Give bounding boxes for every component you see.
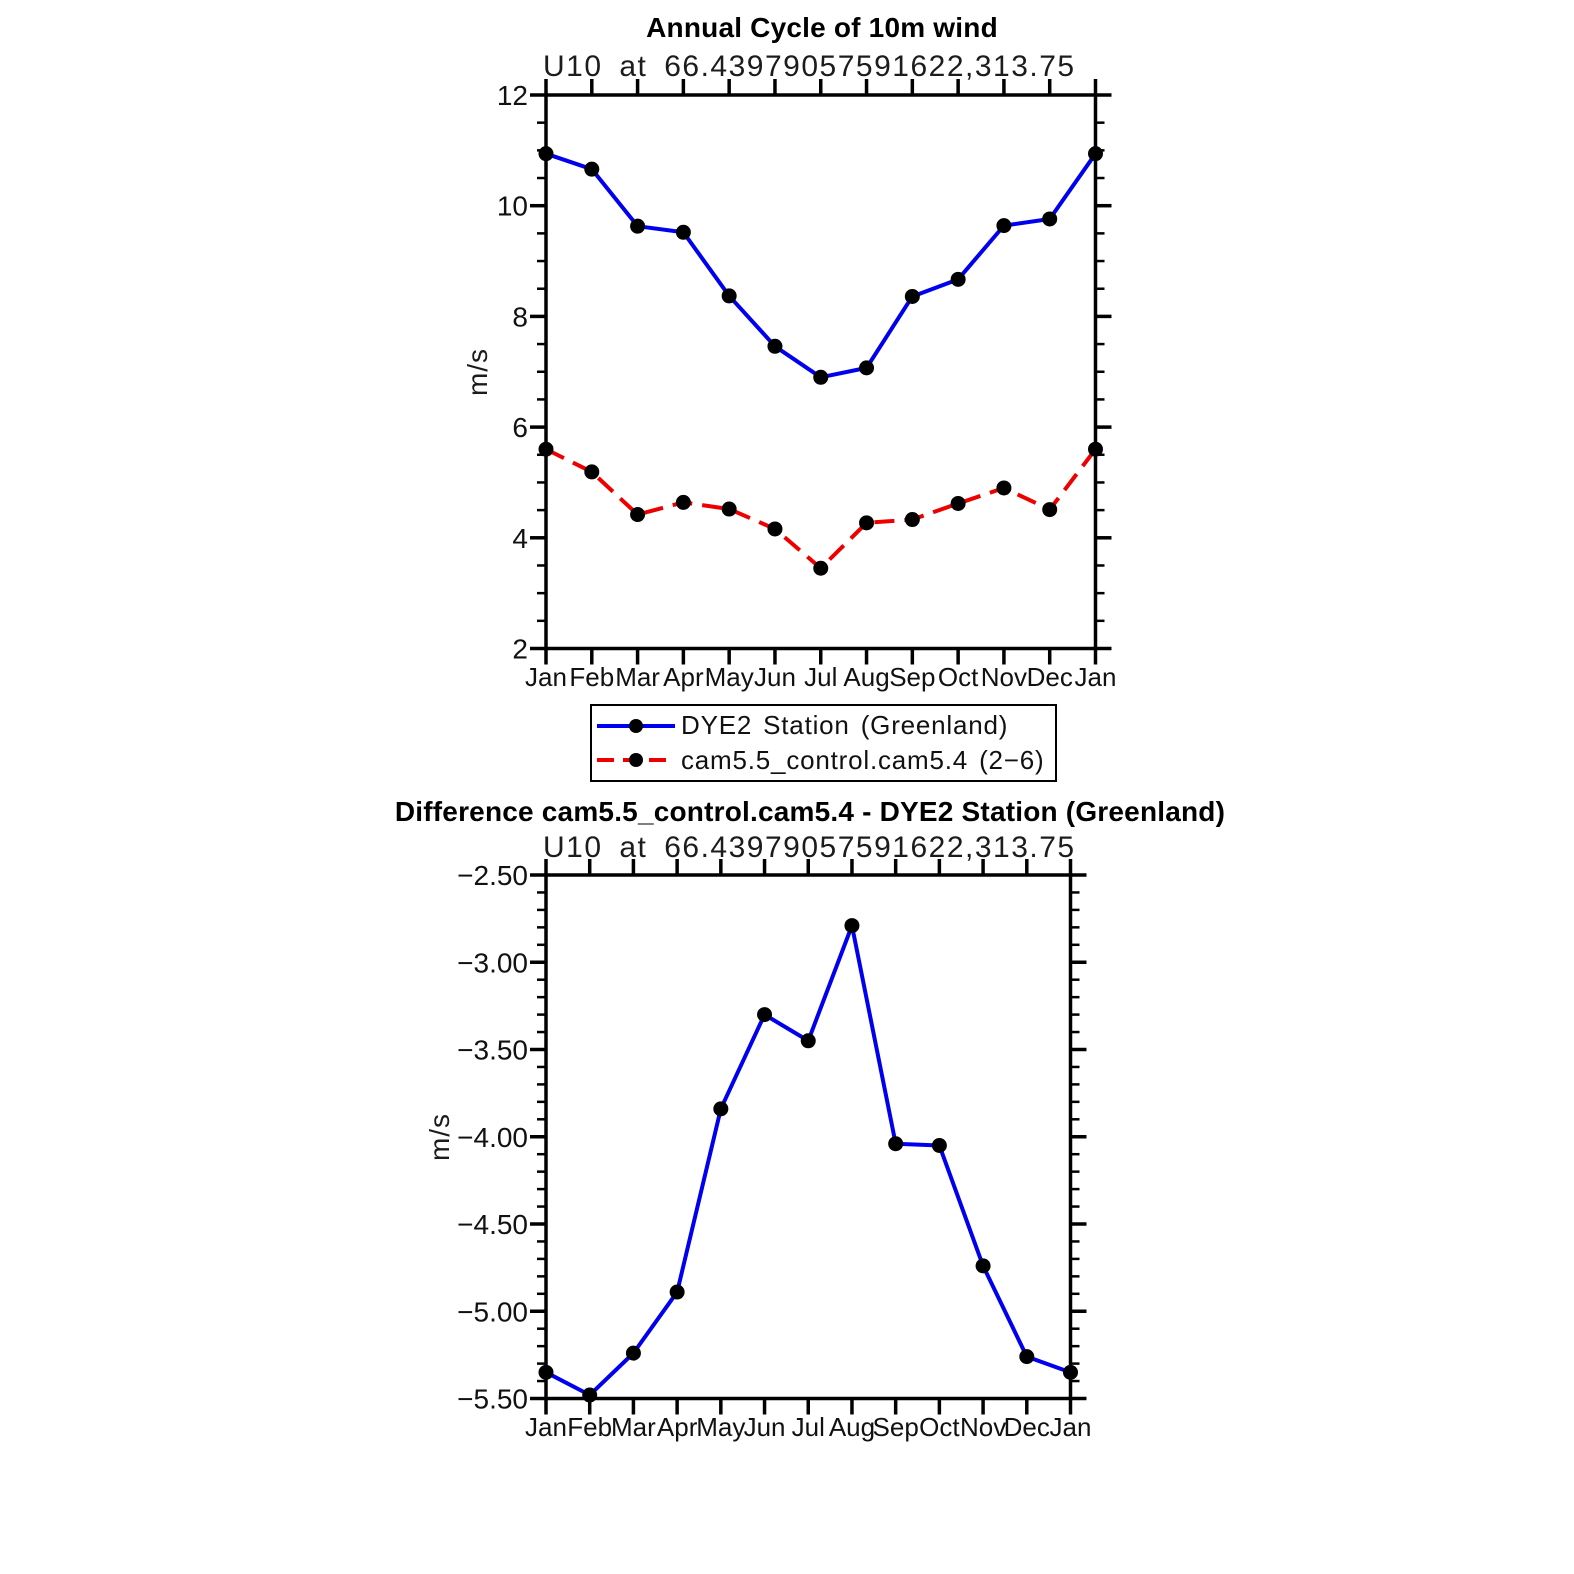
- data-point-marker: [676, 495, 691, 510]
- data-point-marker: [630, 507, 645, 522]
- data-point-marker: [584, 162, 599, 177]
- data-series-line: [546, 154, 1096, 378]
- data-point-marker: [676, 225, 691, 240]
- y-tick-label: 2: [512, 633, 528, 665]
- legend-marker-dot-icon: [629, 719, 643, 733]
- x-tick-label: Oct: [919, 1412, 960, 1442]
- data-point-marker: [626, 1346, 641, 1361]
- x-tick-label: Jun: [743, 1412, 786, 1442]
- data-point-marker: [905, 512, 920, 527]
- x-tick-label: Jan: [1074, 662, 1117, 692]
- data-point-marker: [722, 502, 737, 517]
- data-point-marker: [1088, 442, 1103, 457]
- data-point-marker: [813, 561, 828, 576]
- x-tick-label: Aug: [843, 662, 890, 692]
- data-point-marker: [951, 272, 966, 287]
- x-tick-label: Apr: [656, 1412, 698, 1442]
- x-tick-label: May: [696, 1412, 746, 1442]
- y-tick-label: −3.00: [457, 947, 528, 979]
- x-tick-label: Jan: [525, 662, 567, 692]
- x-tick-label: Sep: [889, 662, 936, 692]
- x-tick-label: Nov: [980, 662, 1028, 692]
- data-point-marker: [996, 218, 1011, 233]
- data-point-marker: [813, 370, 828, 385]
- x-tick-label: Dec: [1026, 662, 1073, 692]
- x-tick-label: Dec: [1003, 1412, 1050, 1442]
- data-point-marker: [539, 1365, 554, 1380]
- data-point-marker: [905, 289, 920, 304]
- data-point-marker: [630, 219, 645, 234]
- data-point-marker: [539, 146, 554, 161]
- data-point-marker: [976, 1258, 991, 1273]
- x-tick-label: Apr: [663, 662, 704, 692]
- legend-label-cam55: cam5.5_control.cam5.4 (2−6): [681, 744, 1045, 775]
- data-point-marker: [582, 1388, 597, 1403]
- y-tick-label: 12: [496, 80, 528, 111]
- y-tick-label: −5.00: [457, 1296, 528, 1328]
- legend-line-sample-dashed: [595, 748, 679, 772]
- x-tick-label: Feb: [567, 1412, 613, 1442]
- data-point-marker: [1063, 1365, 1078, 1380]
- x-tick-label: Aug: [828, 1412, 876, 1442]
- y-tick-label: −5.50: [457, 1383, 528, 1415]
- x-tick-label: Mar: [615, 662, 660, 692]
- data-point-marker: [1088, 146, 1103, 161]
- data-point-marker: [888, 1136, 903, 1151]
- top-chart-y-axis-label: m/s: [462, 347, 493, 397]
- data-point-marker: [1042, 502, 1057, 517]
- legend-line-sample-solid: [595, 714, 679, 738]
- y-tick-label: 10: [496, 190, 528, 222]
- data-point-marker: [1042, 211, 1057, 226]
- data-point-marker: [932, 1138, 947, 1153]
- x-tick-label: Sep: [872, 1412, 919, 1442]
- data-point-marker: [713, 1101, 728, 1116]
- x-tick-label: May: [704, 662, 754, 692]
- data-point-marker: [844, 918, 859, 933]
- x-tick-label: Jan: [1049, 1412, 1092, 1442]
- axis-frame: [546, 875, 1071, 1399]
- y-tick-label: −2.50: [457, 860, 528, 891]
- data-point-marker: [1019, 1349, 1034, 1364]
- x-tick-label: Mar: [611, 1412, 656, 1442]
- y-tick-label: −4.50: [457, 1209, 528, 1240]
- x-tick-label: Jan: [525, 1412, 567, 1442]
- legend-box: [590, 704, 1057, 782]
- x-tick-label: Feb: [569, 662, 615, 692]
- data-point-marker: [951, 496, 966, 511]
- data-point-marker: [859, 360, 874, 375]
- data-point-marker: [801, 1033, 816, 1048]
- bottom-chart-title: Difference cam5.5_control.cam5.4 - DYE2 Station (Greenland): [394, 796, 1226, 827]
- y-tick-label: 6: [512, 412, 528, 444]
- data-point-marker: [859, 515, 874, 530]
- top-chart-subtitle: U10 at 66.43979057591622,313.75: [543, 50, 1076, 83]
- top-chart-title: Annual Cycle of 10m wind: [646, 12, 998, 43]
- data-point-marker: [722, 288, 737, 303]
- data-series-line: [546, 926, 1071, 1395]
- data-series-line: [546, 449, 1096, 568]
- bottom-chart-subtitle: U10 at 66.43979057591622,313.75: [543, 831, 1076, 864]
- x-tick-label: Jul: [791, 1412, 825, 1442]
- data-point-marker: [767, 339, 782, 354]
- data-point-marker: [670, 1285, 685, 1300]
- bottom-chart-y-axis-label: m/s: [424, 1112, 455, 1162]
- y-tick-label: 8: [512, 301, 528, 333]
- data-point-marker: [539, 442, 554, 457]
- data-point-marker: [767, 521, 782, 536]
- data-point-marker: [996, 480, 1011, 495]
- legend-item-dye2: [595, 710, 1055, 742]
- legend-marker-dot-icon: [629, 753, 643, 767]
- x-tick-label: Nov: [959, 1412, 1007, 1442]
- data-point-marker: [757, 1007, 772, 1022]
- x-tick-label: Jul: [804, 662, 838, 692]
- legend-label-dye2: DYE2 Station (Greenland): [681, 710, 1009, 741]
- x-tick-label: Oct: [937, 662, 979, 692]
- y-tick-label: −4.00: [457, 1121, 528, 1153]
- y-tick-label: −3.50: [457, 1034, 528, 1066]
- legend-item-cam55: [595, 744, 1055, 776]
- data-point-marker: [584, 464, 599, 479]
- y-tick-label: 4: [512, 522, 528, 554]
- x-tick-label: Jun: [753, 662, 796, 692]
